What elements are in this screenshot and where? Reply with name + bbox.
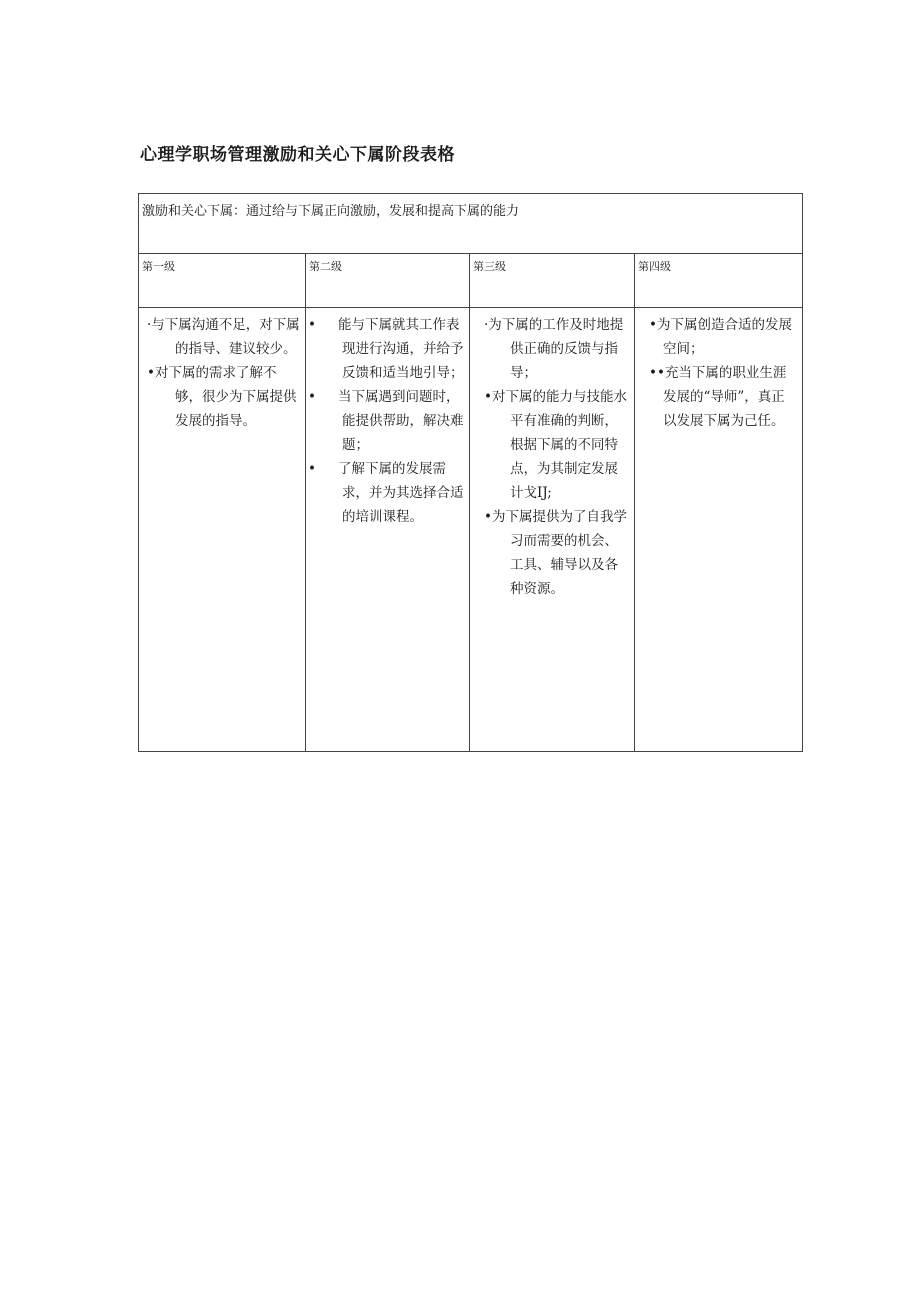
list-item-text: 为下属的工作及时地提供正确的反馈与指导； — [488, 317, 624, 381]
level-3-content — [470, 308, 635, 752]
bullet-mark: • — [308, 317, 316, 333]
level-4-content — [635, 308, 803, 752]
list-item — [308, 385, 465, 457]
level-2-list — [308, 313, 465, 529]
bullet-mark: • — [308, 461, 316, 477]
level-1-content — [139, 308, 306, 752]
bullet-mark: • — [484, 509, 492, 525]
content-row — [139, 308, 803, 752]
level-1-list — [141, 313, 301, 433]
list-item-text: 了解下属的发展需求，并为其选择合适的培训课程。 — [338, 461, 464, 525]
list-item-text: 能与下属就其工作表现进行沟通，并给予反馈和适当地引导； — [338, 317, 464, 381]
list-item — [308, 457, 465, 529]
page-title: 心理学职场管理激励和关心下属阶段表格 — [140, 145, 455, 165]
list-item — [472, 385, 630, 505]
bullet-mark: • — [649, 317, 657, 333]
list-item — [637, 313, 798, 361]
level-4-list — [637, 313, 798, 433]
list-item — [472, 505, 630, 601]
list-item-text: 为下属创造合适的发展空间； — [656, 317, 792, 357]
level-header-row — [139, 254, 803, 308]
intro-cell: 激励和关心下属：通过给与下属正向激励，发展和提高下属的能力 — [139, 194, 803, 254]
bullet-mark: •• — [649, 365, 665, 381]
level-header-1: 第一级 — [139, 254, 306, 308]
stage-table — [138, 193, 803, 752]
bullet-mark: • — [308, 389, 316, 405]
bullet-mark: • — [484, 389, 492, 405]
list-item-text: 对下属的需求了解不够，很少为下属提供发展的指导。 — [154, 365, 297, 429]
list-item — [308, 313, 465, 385]
list-item-text: 对下属的能力与技能水平有准确的判断，根据下属的不同特点，为其制定发展计戈IJ; — [491, 389, 627, 501]
list-item-text: 与下属沟通不足，对下属的指导、建议较少。 — [151, 317, 300, 357]
level-header-2: 第二级 — [306, 254, 470, 308]
level-header-4: 第四级 — [635, 254, 803, 308]
list-item — [637, 361, 798, 433]
list-item-text: 充当下属的职业生涯发展的“导师”，真正以发展下属为己任。 — [663, 365, 787, 429]
bullet-mark: · — [147, 317, 152, 333]
list-item — [141, 313, 301, 361]
bullet-mark: · — [484, 317, 489, 333]
list-item-text: 当下属遇到问题时，能提供帮助，解决难题； — [338, 389, 464, 453]
level-2-content — [306, 308, 470, 752]
list-item-text: 为下属提供为了自我学习而需要的机会、工具、辅导以及各种资源。 — [491, 509, 627, 597]
list-item — [472, 313, 630, 385]
bullet-mark: • — [147, 365, 155, 381]
intro-row — [139, 194, 803, 254]
level-3-list — [472, 313, 630, 601]
list-item — [141, 361, 301, 433]
level-header-3: 第三级 — [470, 254, 635, 308]
